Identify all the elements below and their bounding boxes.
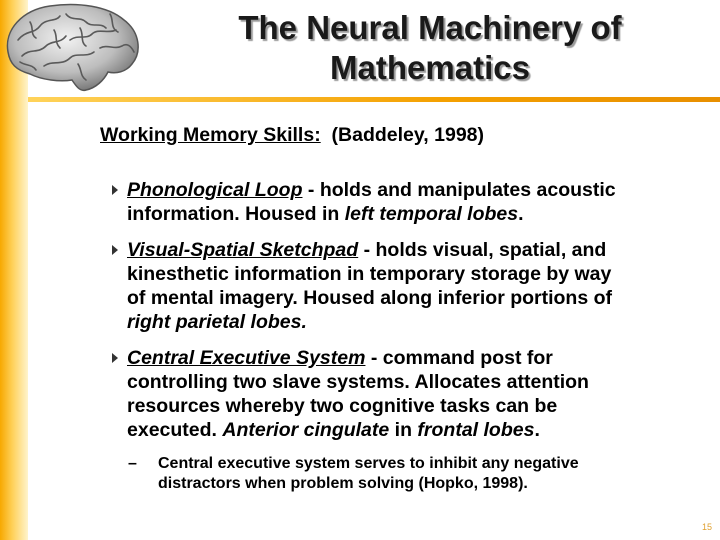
bullet-text: resources whereby two cognitive tasks can be <box>127 395 558 417</box>
bullet-emphasis: Anterior cingulate <box>222 419 390 441</box>
bullet-text: kinesthetic information in temporary storage by way <box>127 263 612 285</box>
bullet-arrow-icon <box>112 185 118 195</box>
bullet-term: Phonological Loop <box>127 179 303 201</box>
bullet-term: Visual-Spatial Sketchpad <box>127 239 359 261</box>
bullet-emphasis: right parietal lobes. <box>127 311 307 333</box>
bullet-central-executive-system <box>112 346 702 442</box>
bullet-text: information. Housed in <box>127 203 345 225</box>
page-title <box>150 8 710 88</box>
bullet-emphasis: frontal lobes <box>417 419 535 441</box>
bullet-text: controlling two slave systems. Allocates attention <box>127 371 589 393</box>
heading-citation: (Baddeley, 1998) <box>331 124 485 146</box>
bullet-text: . <box>518 203 524 225</box>
bullet-arrow-icon <box>112 245 118 255</box>
bullet-text: - holds and manipulates acoustic <box>302 179 616 201</box>
bullet-emphasis: left temporal lobes <box>344 203 519 225</box>
sub-bullet-text: distractors when problem solving (Hopko, 1998). <box>158 475 528 492</box>
title-divider <box>28 97 720 102</box>
sub-bullet-dash: – <box>128 455 137 472</box>
section-heading <box>100 124 484 147</box>
bullet-phonological-loop <box>112 178 702 226</box>
page-number: 15 <box>701 522 712 532</box>
bullet-text: - command post for <box>365 347 553 369</box>
bullet-arrow-icon <box>112 353 118 363</box>
heading-label: Working Memory Skills: <box>100 124 321 146</box>
bullet-text: executed. <box>127 419 223 441</box>
bullet-text: - holds visual, spatial, and <box>358 239 607 261</box>
bullet-text: in <box>389 419 418 441</box>
bullet-term: Central Executive System <box>127 347 366 369</box>
sub-bullet <box>128 454 698 494</box>
bullet-text: . <box>534 419 540 441</box>
title-line-1: The Neural Machinery of <box>238 9 622 46</box>
title-line-2: Mathematics <box>330 49 530 86</box>
bullet-text: of mental imagery. Housed along inferior portions of <box>127 287 613 309</box>
sub-bullet-text: Central executive system serves to inhibit any negative <box>158 455 579 472</box>
bullet-visual-spatial-sketchpad <box>112 238 702 334</box>
brain-icon <box>0 0 150 96</box>
